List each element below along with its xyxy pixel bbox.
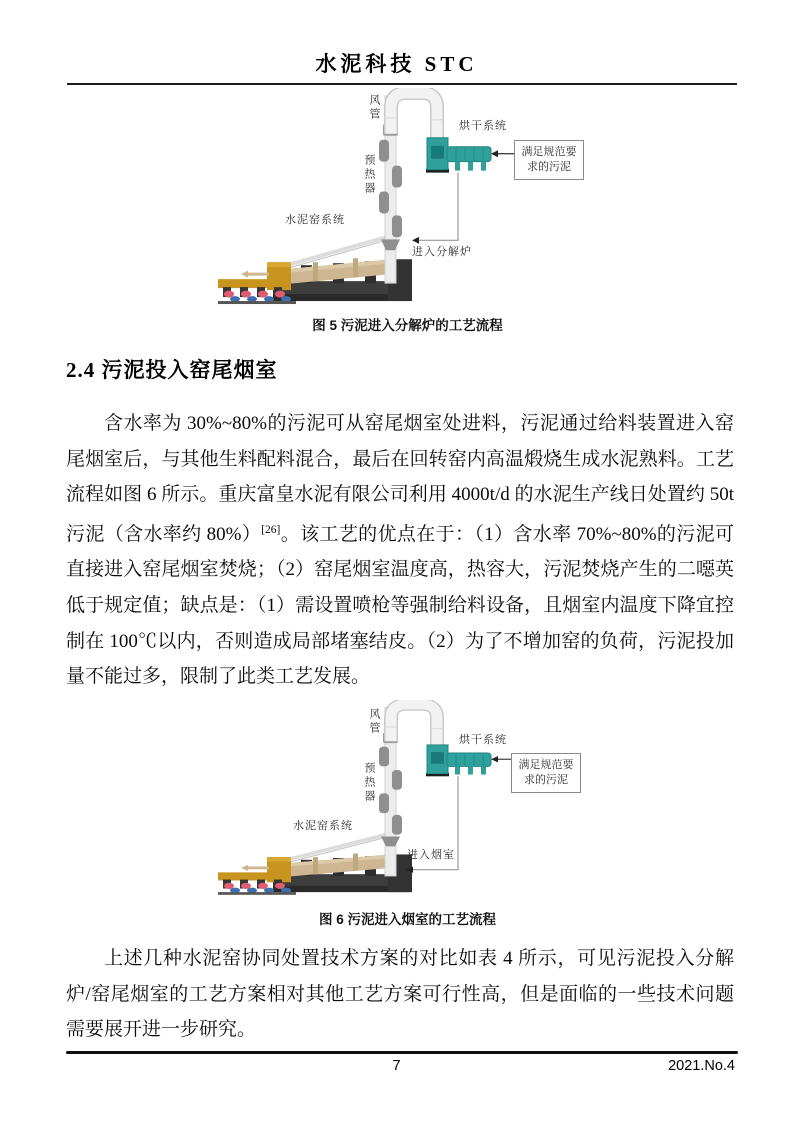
footer-divider (66, 1051, 738, 1054)
duct-label: 风管 (368, 708, 380, 736)
drying-system-label: 烘干系统 (459, 734, 507, 746)
entry-arrow-label: 进入分解炉 (412, 246, 472, 258)
process-flow-diagram (185, 88, 630, 312)
section-heading: 2.4 污泥投入窑尾烟室 (66, 358, 278, 382)
sludge-note-box (511, 753, 581, 793)
preheater-label: 预热器 (363, 762, 375, 804)
process-flow-diagram (185, 700, 630, 902)
header-divider (67, 83, 737, 85)
issue-number: 2021.No.4 (668, 1058, 735, 1074)
drying-system-label: 烘干系统 (459, 120, 507, 132)
figure-6-process-diagram (185, 700, 630, 902)
para1-text-after-ref: 。该工艺的优点在于：（1）含水率 70%~80%的污泥可直接进入窑尾烟室焚烧；（2）窑尾烟室温度高，热容大，污泥焚烧产生的二噁英低于规定值；缺点是：（1）需设置喷枪等强制给料设备，且烟室内温度下降宜控制在 100℃以内，否则造成局部堵塞结皮。（2）为了不增加窑的负荷，污泥投加量不能过多，限制了此类工艺发展。 (66, 523, 735, 688)
body-paragraph-2: 上述几种水泥窑协同处置技术方案的对比如表 4 所示，可见污泥投入分解炉/窑尾烟室的工艺方案相对其他工艺方案可行性高，但是面临的一些技术问题需要展开进一步研究。 (66, 948, 734, 1041)
duct-label: 风管 (368, 94, 380, 122)
note-line-1: 满足规范要 (521, 146, 577, 158)
preheater-label: 预热器 (363, 154, 375, 196)
entry-arrow (412, 173, 458, 244)
para1-text-before-ref: 含水率为 30%~80%的污泥可从窑尾烟室处进料，污泥通过给料装置进入窑尾烟室后，与其他生料配料混合，最后在回转窑内高温煅烧生成水泥熟料。工艺流程如图 6 所示。重庆富皇水泥有限公司利用 4000t/d 的水泥生产线日处置约 50t 污泥（含水率约 80%） (66, 413, 734, 545)
body-paragraph-1 (66, 406, 734, 695)
entry-arrow-label: 进入烟室 (407, 849, 455, 861)
sludge-dryer-unit (426, 138, 491, 173)
kiln-system-label: 水泥窑系统 (285, 214, 345, 226)
page-number: 7 (392, 1058, 401, 1074)
figure-5-caption: 图 5 污泥进入分解炉的工艺流程 (312, 318, 503, 333)
kiln-system-label: 水泥窑系统 (293, 820, 353, 832)
note-line-2: 求的污泥 (524, 774, 568, 786)
note-line-1: 满足规范要 (518, 759, 574, 771)
sludge-note-box (514, 140, 584, 180)
journal-title: 水泥科技 STC (315, 52, 478, 76)
air-duct-pipe (384, 93, 444, 140)
citation-ref-26: [26] (261, 523, 281, 536)
note-line-2: 求的污泥 (527, 161, 571, 173)
sludge-feed-arrow (491, 150, 514, 157)
figure-6-caption: 图 6 污泥进入烟室的工艺流程 (318, 912, 496, 927)
figure-5-process-diagram (185, 88, 630, 312)
